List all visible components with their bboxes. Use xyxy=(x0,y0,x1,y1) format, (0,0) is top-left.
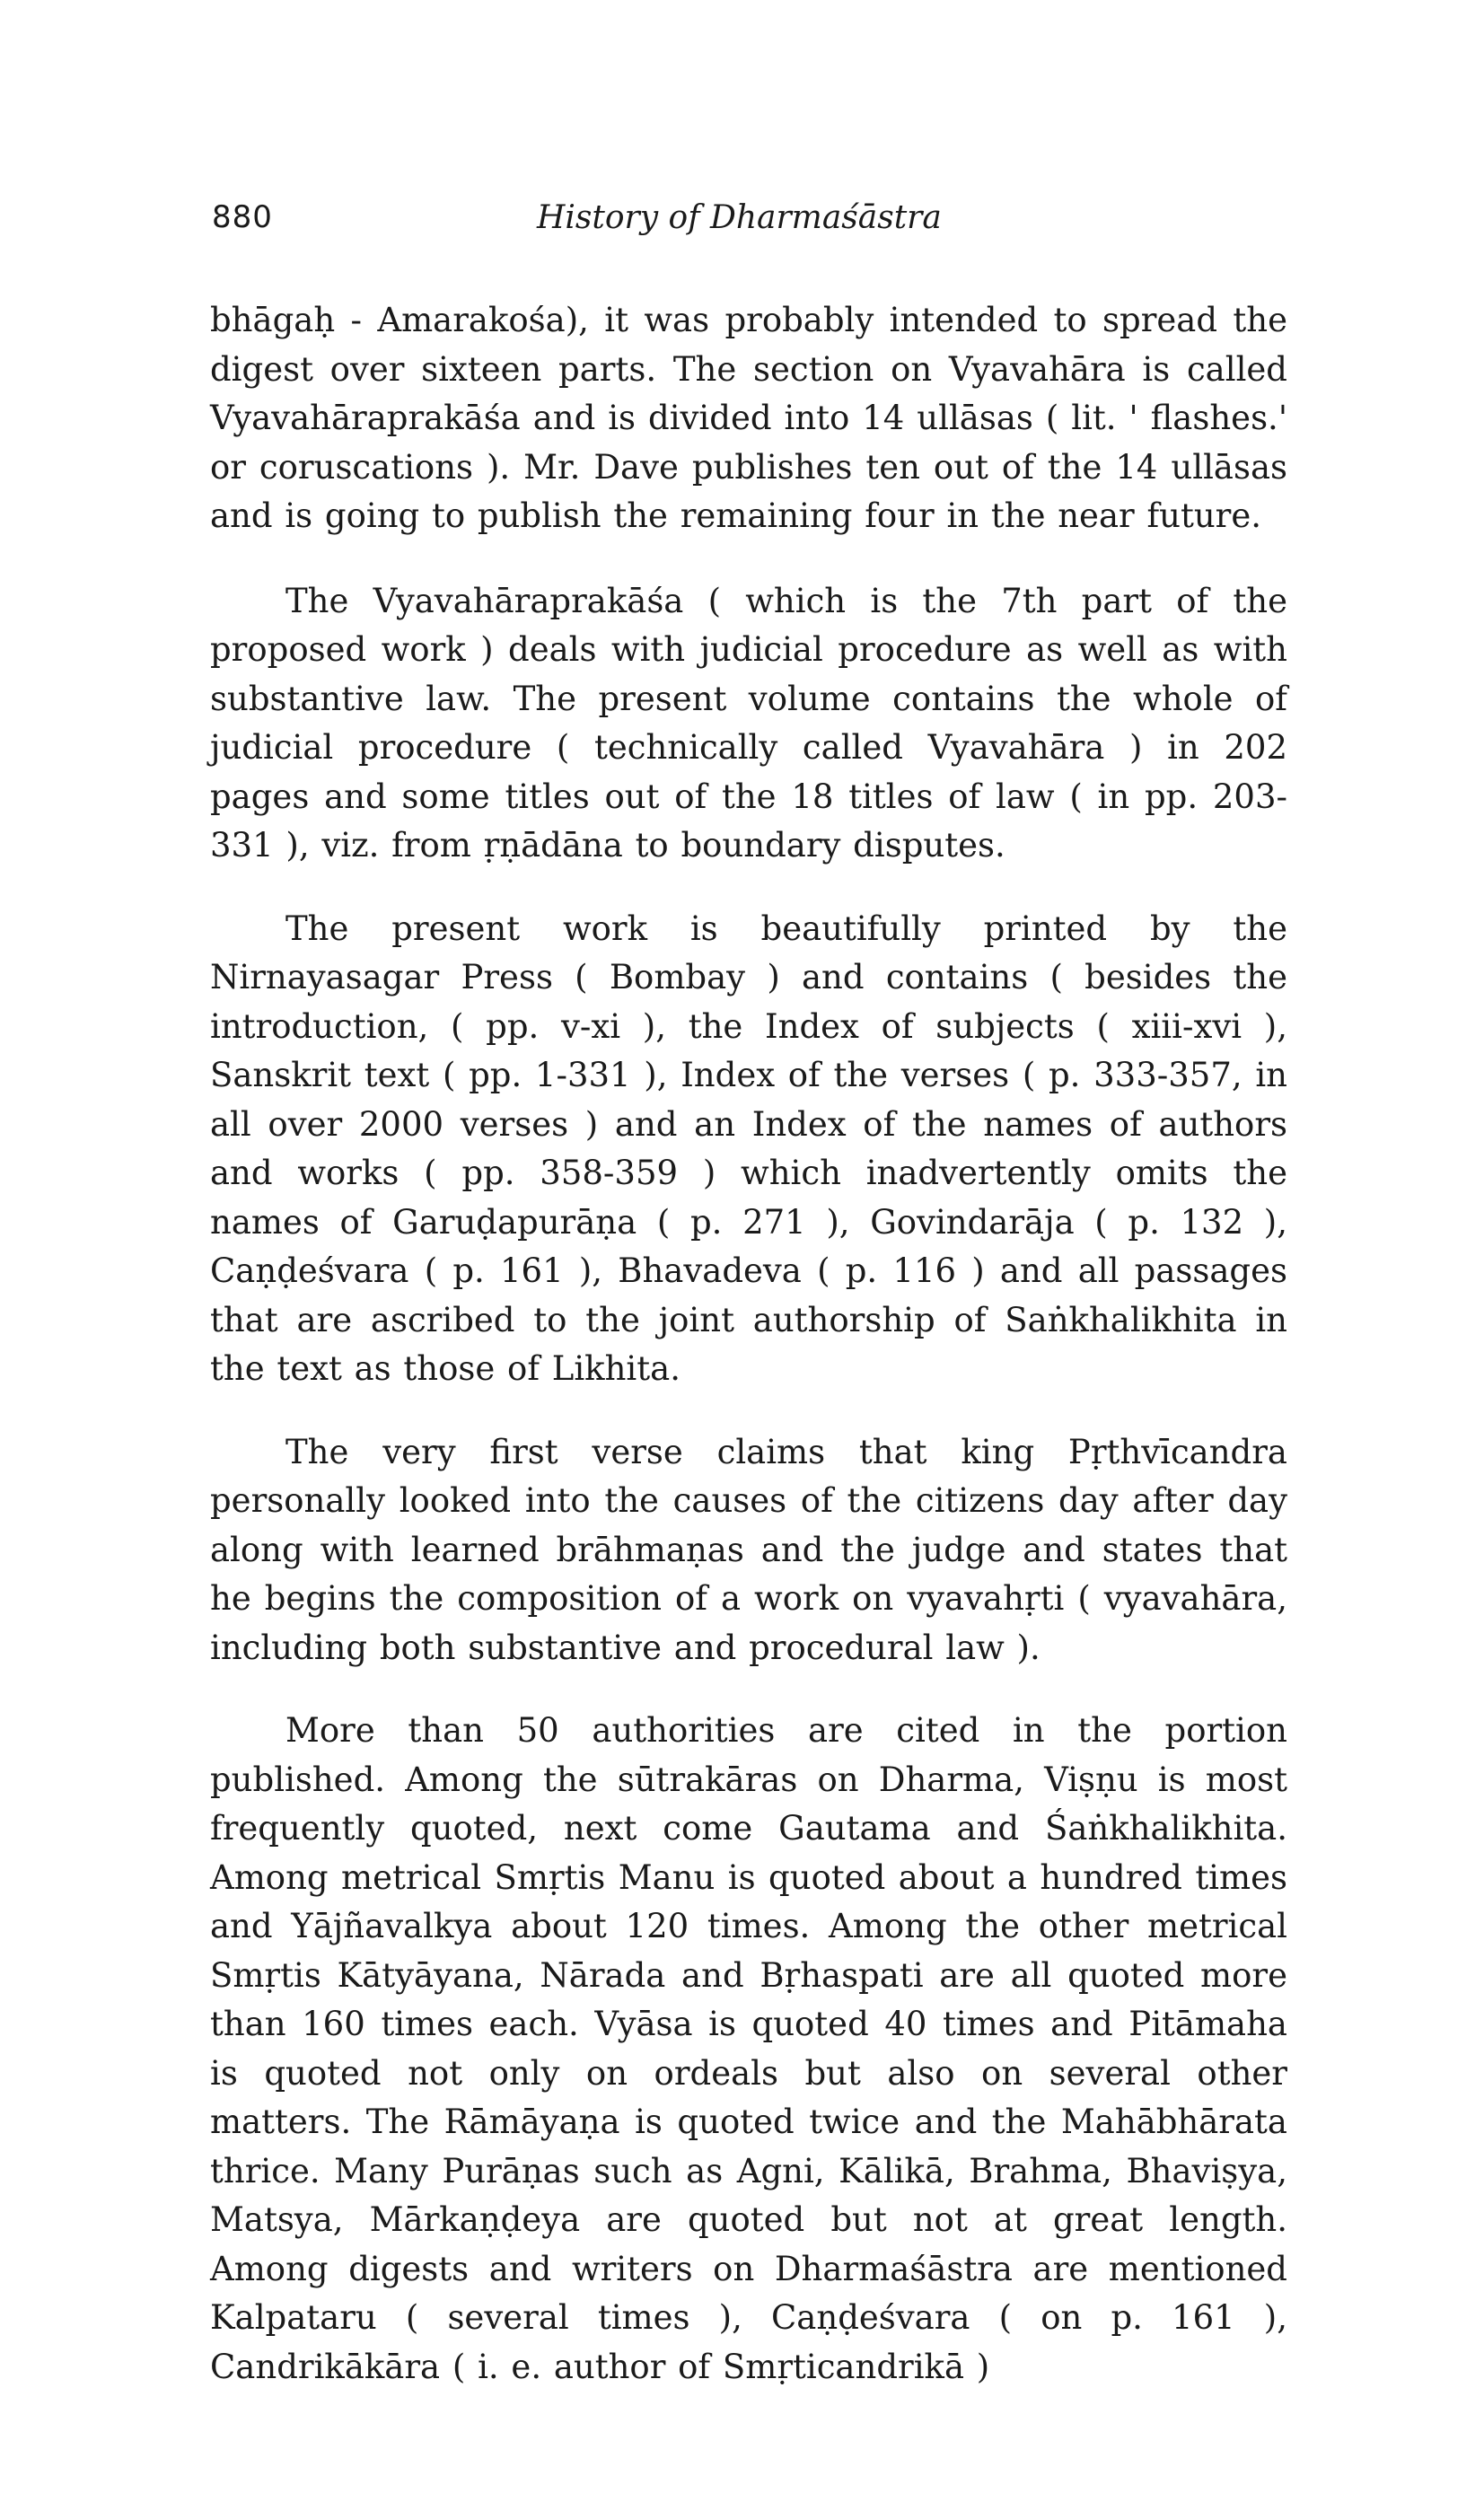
paragraph-first-verse: The very first verse claims that king Pṛthvīcandra personally looked into the causes of the citizens day after day along with learned brāhmaṇas and the judge and states that he begins the composition of a work on vyavahṛti ( vyavahāra, including both substantive and procedural law ). xyxy=(210,1432,1287,1667)
paragraph-authorities: More than 50 authorities are cited in the portion published. Among the sūtrakāras on Dharma, Viṣṇu is most frequently quoted, next come Gautama and Śaṅkhalikhita. Among metrical Smṛtis Manu is quoted about a hundred times and Yājñavalkya about 120 times. Among the other metrical Smṛtis Kātyāyana, Nārada and Bṛhaspati are all quoted more than 160 times each. Vyāsa is quoted 40 times and Pitāmaha is quoted not only on ordeals but also on several other matters. The Rāmāyaṇa is quoted twice and the Mahābhārata thrice. Many Purāṇas such as Agni, Kālikā, Brahma, Bhaviṣya, Matsya, Mārkaṇḍeya are quoted but not at great length. Among digests and writers on Dharmaśāstra are mentioned Kalpataru ( several times ), Caṇḍeśvara ( on p. 161 ), Candrikākāra ( i. e. author of Smṛticandrikā ) xyxy=(210,1711,1287,2386)
body-text xyxy=(210,296,1287,2426)
page-number: 880 xyxy=(212,199,273,235)
paragraph-vyavaharaprakasa: The Vyavahāraprakāśa ( which is the 7th part of the proposed work ) deals with judicial procedure as well as with substantive law. The present volume contains the whole of judicial procedure ( technically called Vyavahāra ) in 202 pages and some titles out of the 18 titles of law ( in pp. 203-331 ), viz. from ṛṇādāna to boundary disputes. xyxy=(210,581,1287,865)
running-title: History of Dharmaśāstra xyxy=(537,199,942,236)
page-header xyxy=(212,199,1289,253)
paragraph-continuation: bhāgaḥ - Amarakośa), it was probably intended to spread the digest over sixteen parts. The section on Vyavahāra is called Vyavahāraprakāśa and is divided into 14 ullāsas ( lit. ' flashes.' or coruscations ). Mr. Dave publishes ten out of the 14 ullāsas and is going to publish the remaining four in the near future. xyxy=(210,301,1287,535)
paragraph-printing-details: The present work is beautifully printed by the Nirnayasagar Press ( Bombay ) and contains ( besides the introduction, ( pp. v-xi ), the Index of subjects ( xiii-xvi ), Sanskrit text ( pp. 1-331 ), Index of the verses ( p. 333-357, in all over 2000 verses ) and an Index of the names of authors and works ( pp. 358-359 ) which inadvertently omits the names of Garuḍapurāṇa ( p. 271 ), Govindarāja ( p. 132 ), Caṇḍeśvara ( p. 161 ), Bhavadeva ( p. 116 ) and all passages that are ascribed to the joint authorship of Saṅkhalikhita in the text as those of Likhita. xyxy=(210,909,1287,1388)
